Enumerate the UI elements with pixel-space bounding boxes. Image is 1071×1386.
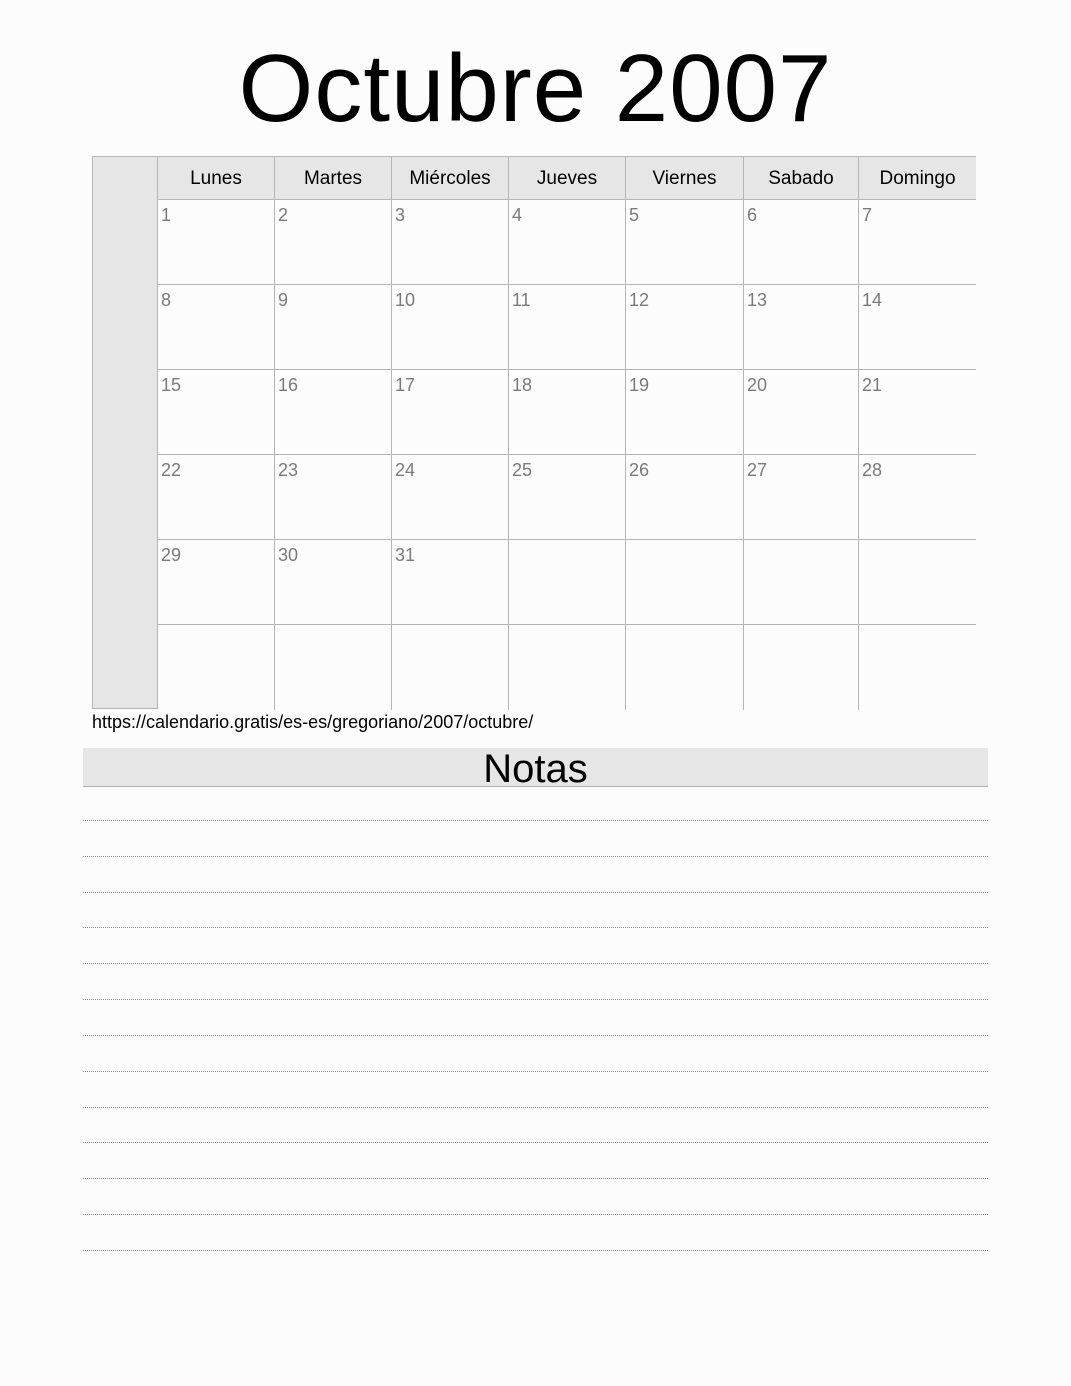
day-cell	[859, 625, 976, 710]
note-line[interactable]	[83, 965, 988, 1000]
page-title: Octubre 2007	[238, 35, 833, 142]
note-line[interactable]	[83, 1073, 988, 1108]
note-line[interactable]	[83, 1144, 988, 1179]
day-cell: 22	[158, 455, 275, 540]
day-cell: 5	[626, 200, 744, 285]
day-cell: 26	[626, 455, 744, 540]
day-cell: 25	[509, 455, 626, 540]
note-line[interactable]	[83, 929, 988, 964]
calendar-days	[158, 157, 975, 708]
day-cell: 19	[626, 370, 744, 455]
day-cell: 14	[859, 285, 976, 370]
weekday-header: Martes	[275, 157, 392, 200]
source-url[interactable]: https://calendario.gratis/es-es/gregoriano/2007/octubre/	[92, 712, 534, 732]
weekday-header: Viernes	[626, 157, 744, 200]
day-cell: 13	[744, 285, 859, 370]
day-cell: 27	[744, 455, 859, 540]
day-cell	[744, 540, 859, 625]
day-cell	[509, 625, 626, 710]
day-cell	[626, 540, 744, 625]
note-line[interactable]	[83, 822, 988, 857]
day-cell: 30	[275, 540, 392, 625]
day-cell: 4	[509, 200, 626, 285]
day-cell: 18	[509, 370, 626, 455]
day-cell	[158, 625, 275, 710]
day-cell: 6	[744, 200, 859, 285]
weekday-header: Sabado	[744, 157, 859, 200]
day-cell: 12	[626, 285, 744, 370]
weekday-header: Jueves	[509, 157, 626, 200]
notes-lines	[83, 786, 988, 1252]
day-cell	[275, 625, 392, 710]
note-line[interactable]	[83, 858, 988, 893]
note-line[interactable]	[83, 786, 988, 821]
day-cell: 16	[275, 370, 392, 455]
day-cell: 1	[158, 200, 275, 285]
weekday-header: Domingo	[859, 157, 976, 200]
day-cell: 2	[275, 200, 392, 285]
day-cell	[509, 540, 626, 625]
week-number-column	[93, 157, 158, 708]
day-cell	[744, 625, 859, 710]
day-cell: 8	[158, 285, 275, 370]
day-cell: 24	[392, 455, 509, 540]
day-cell: 31	[392, 540, 509, 625]
weekday-header: Lunes	[158, 157, 275, 200]
day-cell: 11	[509, 285, 626, 370]
day-cell	[859, 540, 976, 625]
day-cell: 23	[275, 455, 392, 540]
day-cell: 29	[158, 540, 275, 625]
day-cell: 9	[275, 285, 392, 370]
day-cell: 20	[744, 370, 859, 455]
note-line[interactable]	[83, 1180, 988, 1215]
note-line[interactable]	[83, 1037, 988, 1072]
day-cell: 7	[859, 200, 976, 285]
notes-title: Notas	[83, 748, 988, 787]
note-line[interactable]	[83, 1001, 988, 1036]
day-cell	[626, 625, 744, 710]
calendar-grid	[92, 156, 976, 709]
note-line[interactable]	[83, 1216, 988, 1251]
day-cell: 3	[392, 200, 509, 285]
day-cell	[392, 625, 509, 710]
day-cell: 28	[859, 455, 976, 540]
day-cell: 15	[158, 370, 275, 455]
day-cell: 21	[859, 370, 976, 455]
day-cell: 17	[392, 370, 509, 455]
note-line[interactable]	[83, 893, 988, 928]
day-cell: 10	[392, 285, 509, 370]
weekday-header: Miércoles	[392, 157, 509, 200]
note-line[interactable]	[83, 1108, 988, 1143]
